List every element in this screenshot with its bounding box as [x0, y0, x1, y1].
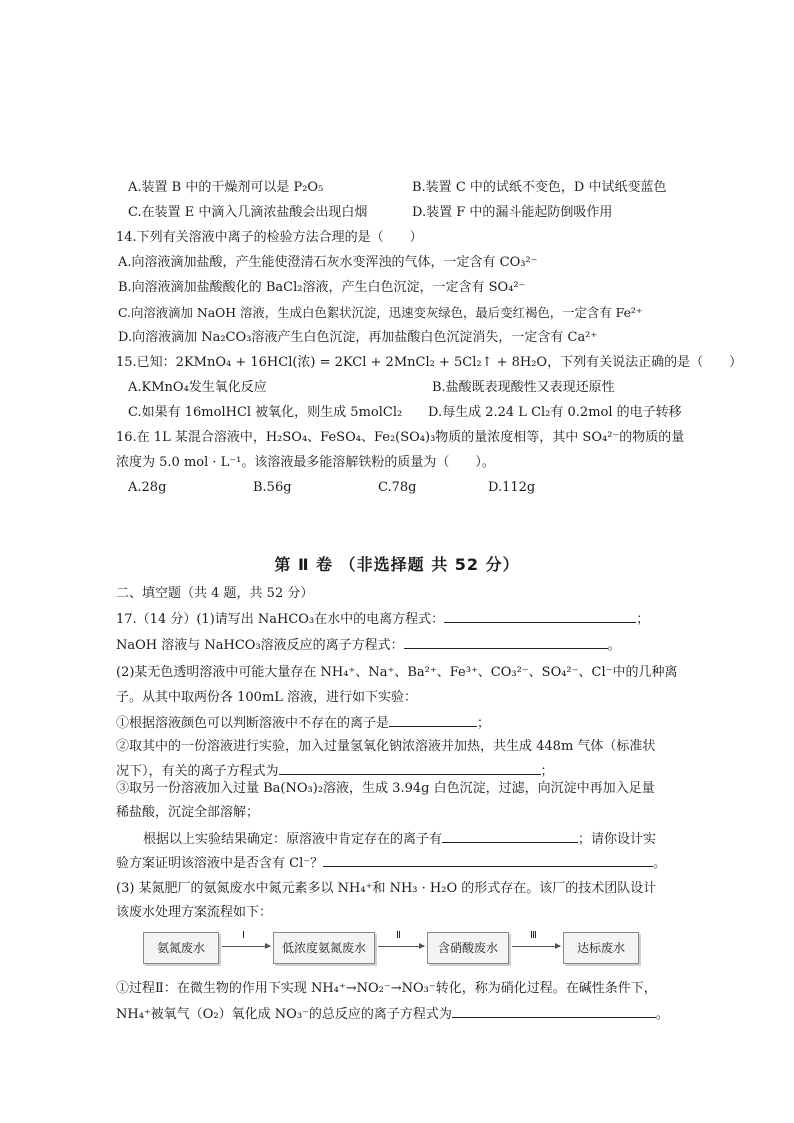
q17-line10: [143, 830, 656, 849]
q17-line11: [116, 854, 666, 873]
q17-line3: (2)某无色透明溶液中可能大量存在 NH₄⁺、Na⁺、Ba²⁺、Fe³⁺、CO₃²⁻、SO₄²⁻、Cl⁻中的几种离: [116, 665, 678, 680]
answer-blank-5[interactable]: [442, 830, 578, 843]
q17-line5: [116, 714, 490, 733]
q13-option-a: A.装置 B 中的干燥剂可以是 P₂O₅: [128, 180, 324, 195]
q13-option-c: C.在装置 E 中滴入几滴浓盐酸会出现白烟: [128, 205, 368, 220]
q17-line13: 该废水处理方案流程如下：: [116, 905, 273, 920]
flow-box-nitrate-wastewater: 含硝酸废水: [427, 932, 509, 964]
section-subtitle: 二、填空题（共 4 题，共 52 分）: [116, 586, 314, 601]
q17-line2-end: 。: [607, 638, 621, 653]
process-flow-diagram: [143, 928, 643, 966]
q17-line15: [116, 1005, 669, 1024]
q17-line14: ①过程Ⅱ：在微生物的作用下实现 NH₄⁺→NO₂⁻→NO₃⁻转化，称为硝化过程。在碱性条件下，: [116, 981, 657, 996]
flow-box-low-ammonia-wastewater: 低浓度氨氮废水: [273, 932, 375, 964]
q16-stem-line2: 浓度为 5.0 mol · L⁻¹。该溶液最多能溶解铁粉的质量为（ ）。: [116, 455, 495, 470]
q15-option-b: B.盐酸既表现酸性又表现还原性: [432, 380, 615, 395]
q15-option-a: A.KMnO₄发生氧化反应: [128, 380, 267, 395]
q17-line5-text: ①根据溶液颜色可以判断溶液中不存在的离子是: [116, 716, 390, 731]
answer-blank-3[interactable]: [389, 714, 477, 727]
q17-line10-text: 根据以上实验结果确定：原溶液中肯定存在的离子有: [143, 832, 443, 847]
answer-blank-4[interactable]: [279, 762, 541, 775]
q17-line7: [116, 762, 554, 781]
flow-box-ammonia-wastewater: 氨氮废水: [143, 932, 219, 964]
q16-option-d: D.112g: [488, 480, 536, 495]
q17-line5-end: ；: [477, 716, 491, 731]
answer-blank-1[interactable]: [444, 610, 636, 623]
q14-option-b: B.向溶液滴加盐酸酸化的 BaCl₂溶液，产生白色沉淀，一定含有 SO₄²⁻: [118, 280, 526, 295]
q17-line9: 稀盐酸，沉淀全部溶解；: [116, 805, 260, 820]
q15-option-c: C.如果有 16molHCl 被氧化，则生成 5molCl₂: [128, 405, 403, 420]
q17-line15-end: 。: [655, 1007, 669, 1022]
q16-option-b: B.56g: [253, 480, 292, 495]
q17-line4: 子。从其中取两份各 100mL 溶液，进行如下实验：: [116, 690, 418, 705]
q16-option-a: A.28g: [128, 480, 167, 495]
q17-line6: ②取其中的一份溶液进行实验，加入过量氢氧化钠浓溶液并加热，共生成 448m 气体（标准状: [116, 739, 656, 754]
q17-line10-end: ；请你设计实: [578, 832, 657, 847]
flow-arrow-2: [378, 946, 424, 947]
q16-stem-line1: 16.在 1L 某混合溶液中，H₂SO₄、FeSO₄、Fe₂(SO₄)₃物质的量浓度相等，其中 SO₄²⁻的物质的量: [116, 430, 685, 445]
q14-option-a: A.向溶液滴加盐酸，产生能使澄清石灰水变浑浊的气体，一定含有 CO₃²⁻: [118, 255, 538, 270]
q13-option-b: B.装置 C 中的试纸不变色，D 中试纸变蓝色: [412, 180, 667, 195]
q17-line1-end: ；: [636, 612, 650, 627]
q17-line12: (3) 某氮肥厂的氨氮废水中氮元素多以 NH₄⁺和 NH₃ · H₂O 的形式存在。该厂的技术团队设计: [116, 881, 657, 896]
q17-line8: ③取另一份溶液加入过量 Ba(NO₃)₂溶液，生成 3.94g 白色沉淀，过滤，向沉淀中再加入足量: [116, 781, 655, 796]
q17-line11-end: 。: [653, 856, 667, 871]
q15-option-d: D.每生成 2.24 L Cl₂有 0.2mol 的电子转移: [428, 405, 682, 420]
q14-option-c: C.向溶液滴加 NaOH 溶液，生成白色絮状沉淀，迅速变灰绿色，最后变红褐色，一定含有 Fe²⁺: [118, 305, 643, 320]
q13-option-d: D.装置 F 中的漏斗能起防倒吸作用: [412, 205, 613, 220]
q14-option-d: D.向溶液滴加 Na₂CO₃溶液产生白色沉淀，再加盐酸白色沉淀消失，一定含有 Ca²⁺: [118, 330, 598, 345]
q17-line2-text: NaOH 溶液与 NaHCO₃溶液反应的离子方程式：: [116, 638, 404, 653]
flow-box-compliant-wastewater: 达标废水: [563, 932, 639, 964]
flow-arrow-3: [512, 946, 560, 947]
flow-step-3-label: Ⅲ: [530, 930, 537, 941]
section-title: 第 Ⅱ 卷 （非选择题 共 52 分）: [274, 555, 520, 574]
answer-blank-7[interactable]: [452, 1005, 656, 1018]
q17-line1: [116, 610, 649, 629]
q17-line11-text: 验方案证明该溶液中是否含有 Cl⁻？: [116, 856, 324, 871]
answer-blank-2[interactable]: [404, 636, 608, 649]
q16-option-c: C.78g: [378, 480, 417, 495]
flow-arrow-1: [222, 946, 270, 947]
q17-line15-text: NH₄⁺被氧气（O₂）氧化成 NO₃⁻的总反应的离子方程式为: [116, 1007, 452, 1022]
q17-line7-text: 况下），有关的离子方程式为: [116, 764, 279, 779]
answer-blank-6[interactable]: [323, 854, 653, 867]
flow-step-2-label: Ⅱ: [396, 930, 401, 941]
q15-stem: 15.已知：2KMnO₄ + 16HCl(浓) = 2KCl + 2MnCl₂ + 5Cl₂↑ + 8H₂O，下列有关说法正确的是（ ）: [116, 355, 743, 370]
q17-line7-end: ；: [540, 764, 554, 779]
q17-line1-text: 17.（14 分）(1)请写出 NaHCO₃在水中的电离方程式：: [116, 612, 445, 627]
flow-step-1-label: Ⅰ: [242, 930, 245, 941]
q14-stem: 14.下列有关溶液中离子的检验方法合理的是（ ）: [116, 230, 423, 245]
q17-line2: [116, 636, 621, 655]
